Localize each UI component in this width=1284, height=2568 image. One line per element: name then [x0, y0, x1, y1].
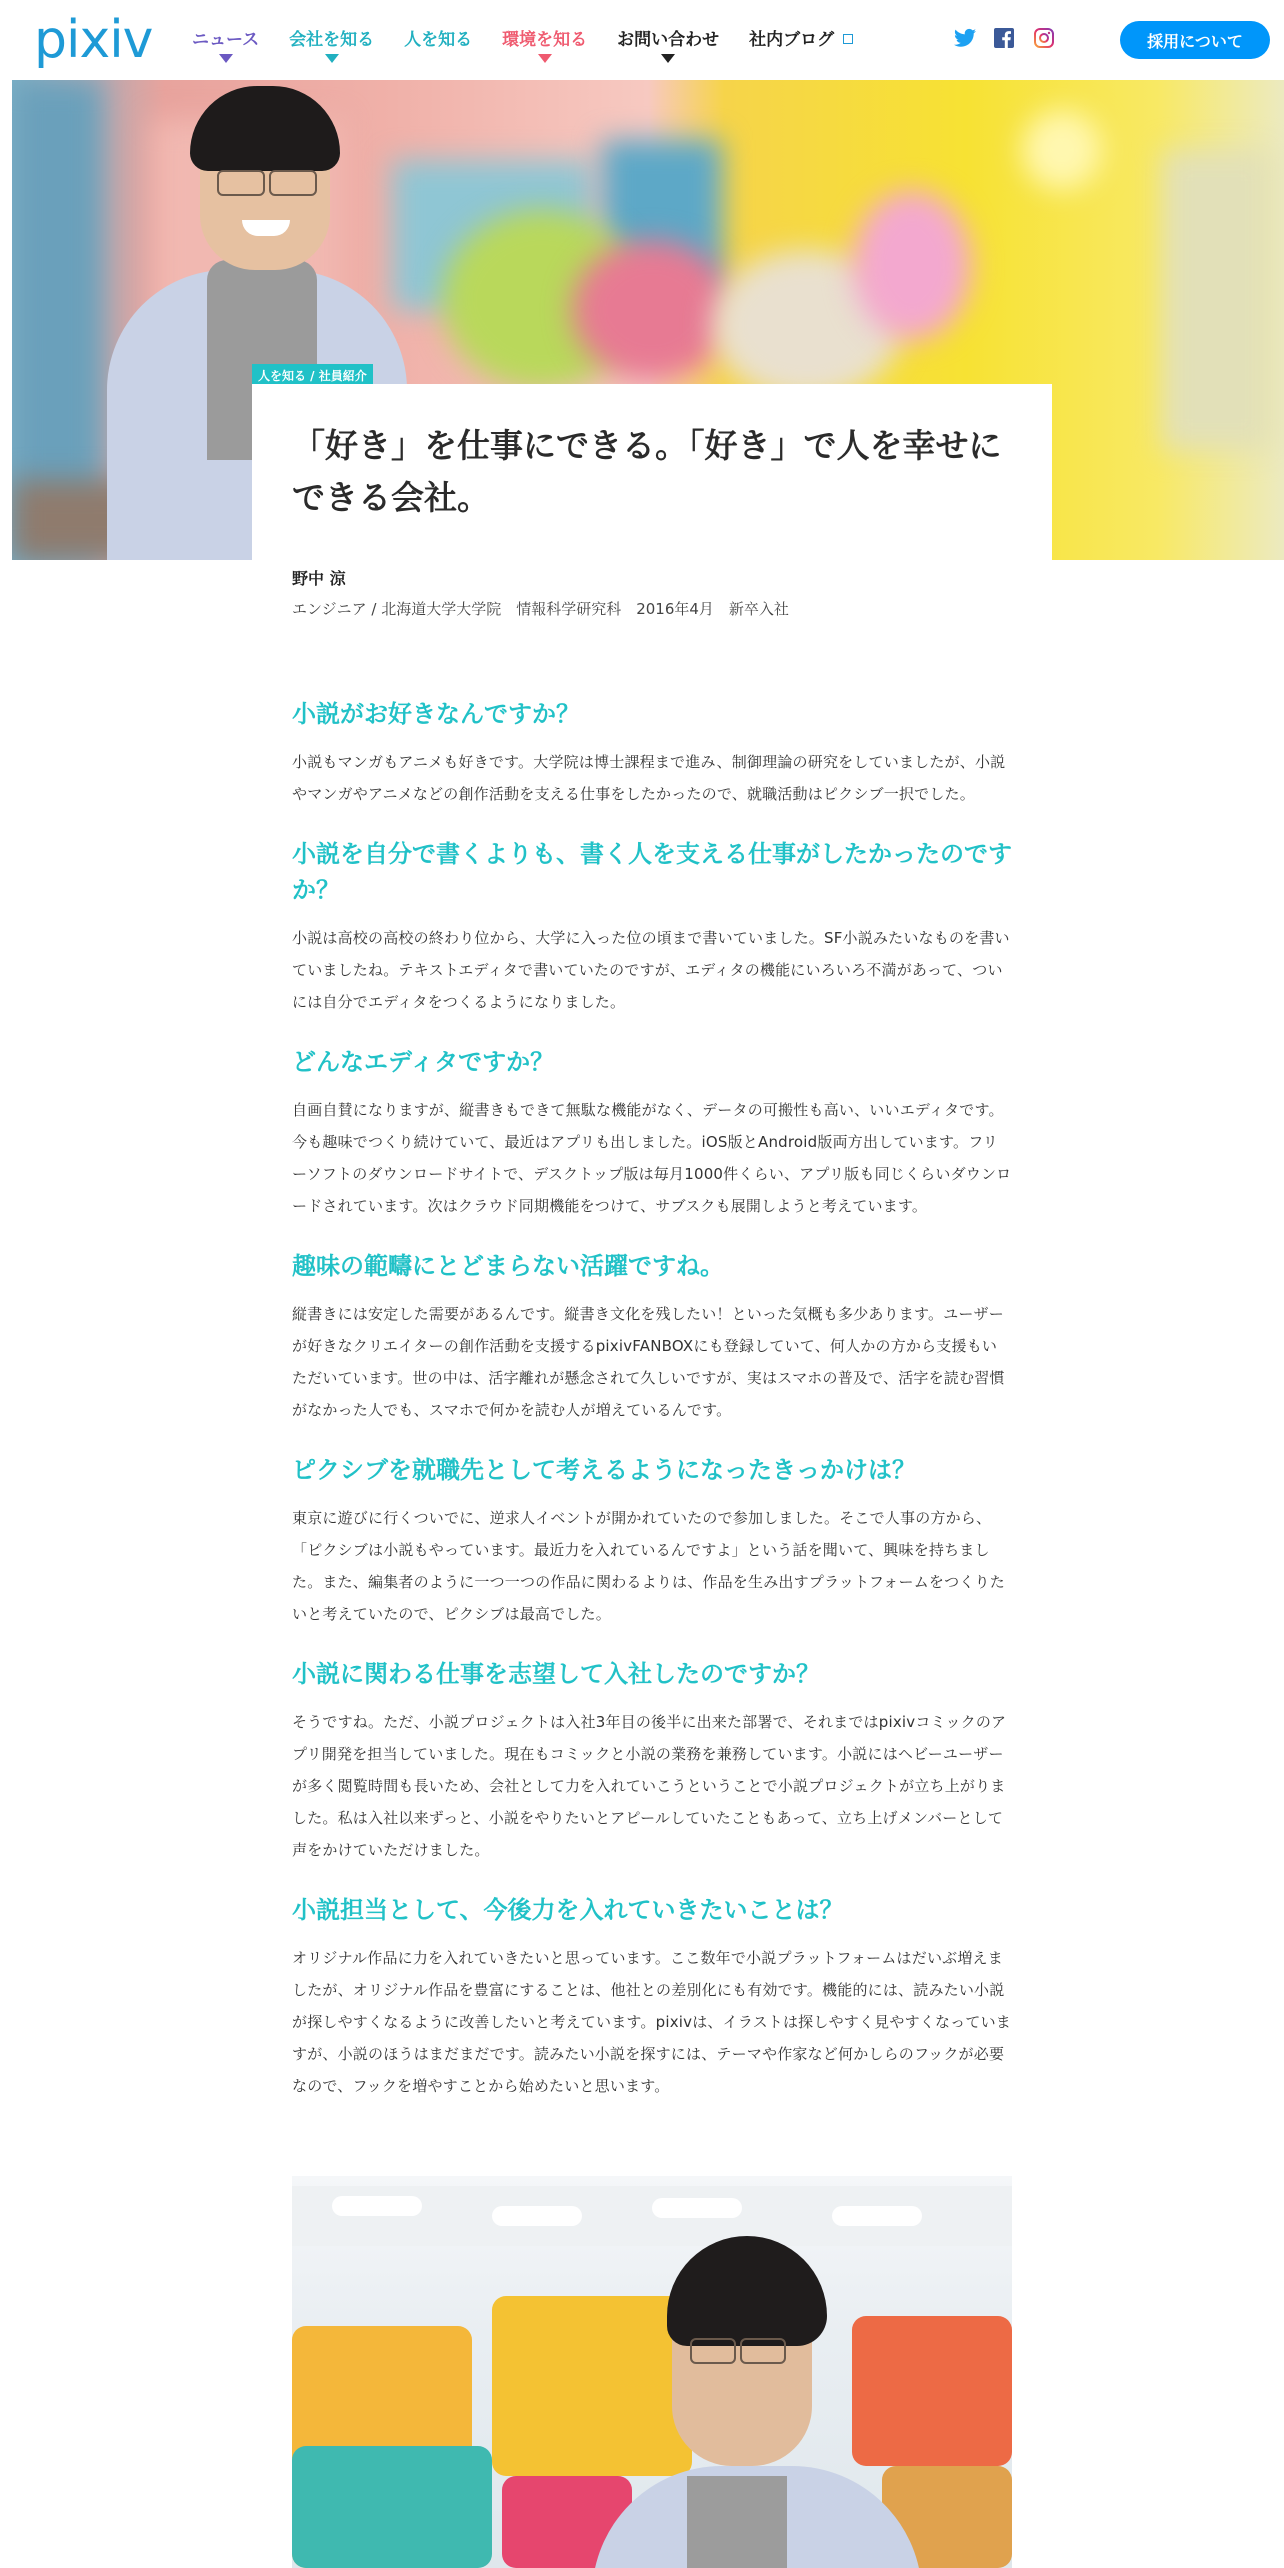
qa-item [292, 1044, 1012, 1222]
qa-item [292, 1248, 1012, 1426]
answer-text: 小説もマンガもアニメも好きです。大学院は博士課程まで進み、制御理論の研究をしていましたが、小説やマンガやアニメなどの創作活動を支える仕事をしたかったので、就職活動はピクシブ一択でした。 [292, 753, 1006, 803]
recruit-button[interactable]: 採用について [1120, 21, 1270, 59]
nav-news[interactable] [192, 28, 259, 52]
nav-company[interactable] [289, 28, 374, 52]
nav-environment-label: 環境を知る [502, 30, 588, 50]
answer-text: そうですね。ただ、小説プロジェクトは入社3年目の後半に出来た部署で、それまではpixivコミックのアプリ開発を担当していました。現在もコミックと小説の業務を兼務しています。小説にはヘビーユーザーが多く閲覧時間も長いため、会社として力を入れていこうということで小説プロジェクトが立ち上がりました。私は入社以来ずっと、小説をやりたいとアピールしていたこともあって、立ち上げメンバーとして声をかけていただけました。 [292, 1713, 1007, 1859]
nav-people[interactable] [404, 28, 472, 52]
chevron-down-icon [325, 54, 339, 63]
facebook-icon[interactable] [994, 28, 1014, 48]
site-header [0, 0, 1284, 80]
qa-item [292, 1656, 1012, 1866]
nav-company-label: 会社を知る [289, 30, 375, 50]
nav-blog[interactable] [749, 28, 853, 52]
question-heading: ピクシブを就職先として考えるようになったきっかけは？ [292, 1456, 916, 1484]
question-heading: 小説がお好きなんですか？ [292, 700, 580, 728]
nav-news-label: ニュース [192, 30, 260, 50]
article-body [292, 696, 1012, 2128]
instagram-icon[interactable] [1034, 28, 1054, 48]
main-nav [192, 28, 883, 52]
nav-environment[interactable] [502, 28, 587, 52]
page-title: 「好き」を仕事にできる。「好き」で人を幸せにできる会社。 [292, 426, 1002, 517]
category-tag[interactable]: 人を知る / 社員紹介 [252, 364, 373, 387]
chevron-down-icon [661, 54, 675, 63]
nav-contact[interactable] [617, 28, 719, 52]
nav-contact-label: お問い合わせ [617, 30, 720, 50]
answer-text: 縦書きには安定した需要があるんです。縦書き文化を残したい！といった気概も多少あります。ユーザーが好きなクリエイターの創作活動を支援するpixivFANBOXにも登録していて、何人かの方から支援もいただいています。世の中は、活字離れが懸念されて久しいですが、実はスマホの普及で、活字を読む習慣がなかった人でも、スマホで何かを読む人が増えているんです。 [292, 1305, 1005, 1419]
question-heading: 小説に関わる仕事を志望して入社したのですか？ [292, 1660, 820, 1688]
question-heading: 小説担当として、今後力を入れていきたいことは？ [292, 1896, 844, 1924]
pixiv-logo[interactable]: pixiv [34, 10, 153, 70]
nav-people-label: 人を知る [404, 30, 473, 50]
question-heading: 趣味の範疇にとどまらない活躍ですね。 [292, 1252, 724, 1280]
qa-item [292, 696, 1012, 810]
twitter-icon[interactable] [954, 28, 976, 48]
external-link-icon [843, 34, 853, 44]
interview-photo [292, 2176, 1012, 2568]
answer-text: 自画自賛になりますが、縦書きもできて無駄な機能がなく、データの可搬性も高い、いいエディタです。今も趣味でつくり続けていて、最近はアプリも出しました。iOS版とAndroid版両方出しています。フリーソフトのダウンロードサイトで、デスクトップ版は毎月1000件くらい、アプリ版も同じくらいダウンロードされています。次はクラウド同期機能をつけて、サブスクも展開しようと考えています。 [292, 1101, 1012, 1215]
answer-text: 小説は高校の高校の終わり位から、大学に入った位の頃まで書いていました。SF小説みたいなものを書いていましたね。テキストエディタで書いていたのですが、エディタの機能にいろいろ不満があって、ついには自分でエディタをつくるようになりました。 [292, 929, 1010, 1011]
question-heading: どんなエディタですか？ [292, 1048, 555, 1076]
chevron-down-icon [219, 54, 233, 63]
qa-item [292, 1892, 1012, 2102]
nav-blog-label: 社内ブログ [749, 30, 835, 50]
person-name: 野中 涼 [292, 569, 346, 588]
answer-text: オリジナル作品に力を入れていきたいと思っています。ここ数年で小説プラットフォームはだいぶ増えましたが、オリジナル作品を豊富にすることは、他社との差別化にも有効です。機能的には、読みたい小説が探しやすくなるように改善したいと考えています。pixivは、イラストは探しやすく見やすくなっていますが、小説のほうはまだまだです。読みたい小説を探すには、テーマや作家など何かしらのフックが必要なので、フックを増やすことから始めたいと思います。 [292, 1949, 1011, 2095]
question-heading: 小説を自分で書くよりも、書く人を支える仕事がしたかったのですか？ [292, 840, 1012, 904]
answer-text: 東京に遊びに行くついでに、逆求人イベントが開かれていたので参加しました。そこで人事の方から、「ピクシブは小説もやっています。最近力を入れているんですよ」という話を聞いて、興味を持ちました。また、編集者のように一つ一つの作品に関わるよりは、作品を生み出すプラットフォームをつくりたいと考えていたので、ピクシブは最高でした。 [292, 1509, 1005, 1623]
chevron-down-icon [538, 54, 552, 63]
person-meta: エンジニア / 北海道大学大学院 情報科学研究科 2016年4月 新卒入社 [292, 600, 789, 618]
qa-item [292, 1452, 1012, 1630]
qa-item [292, 836, 1012, 1018]
